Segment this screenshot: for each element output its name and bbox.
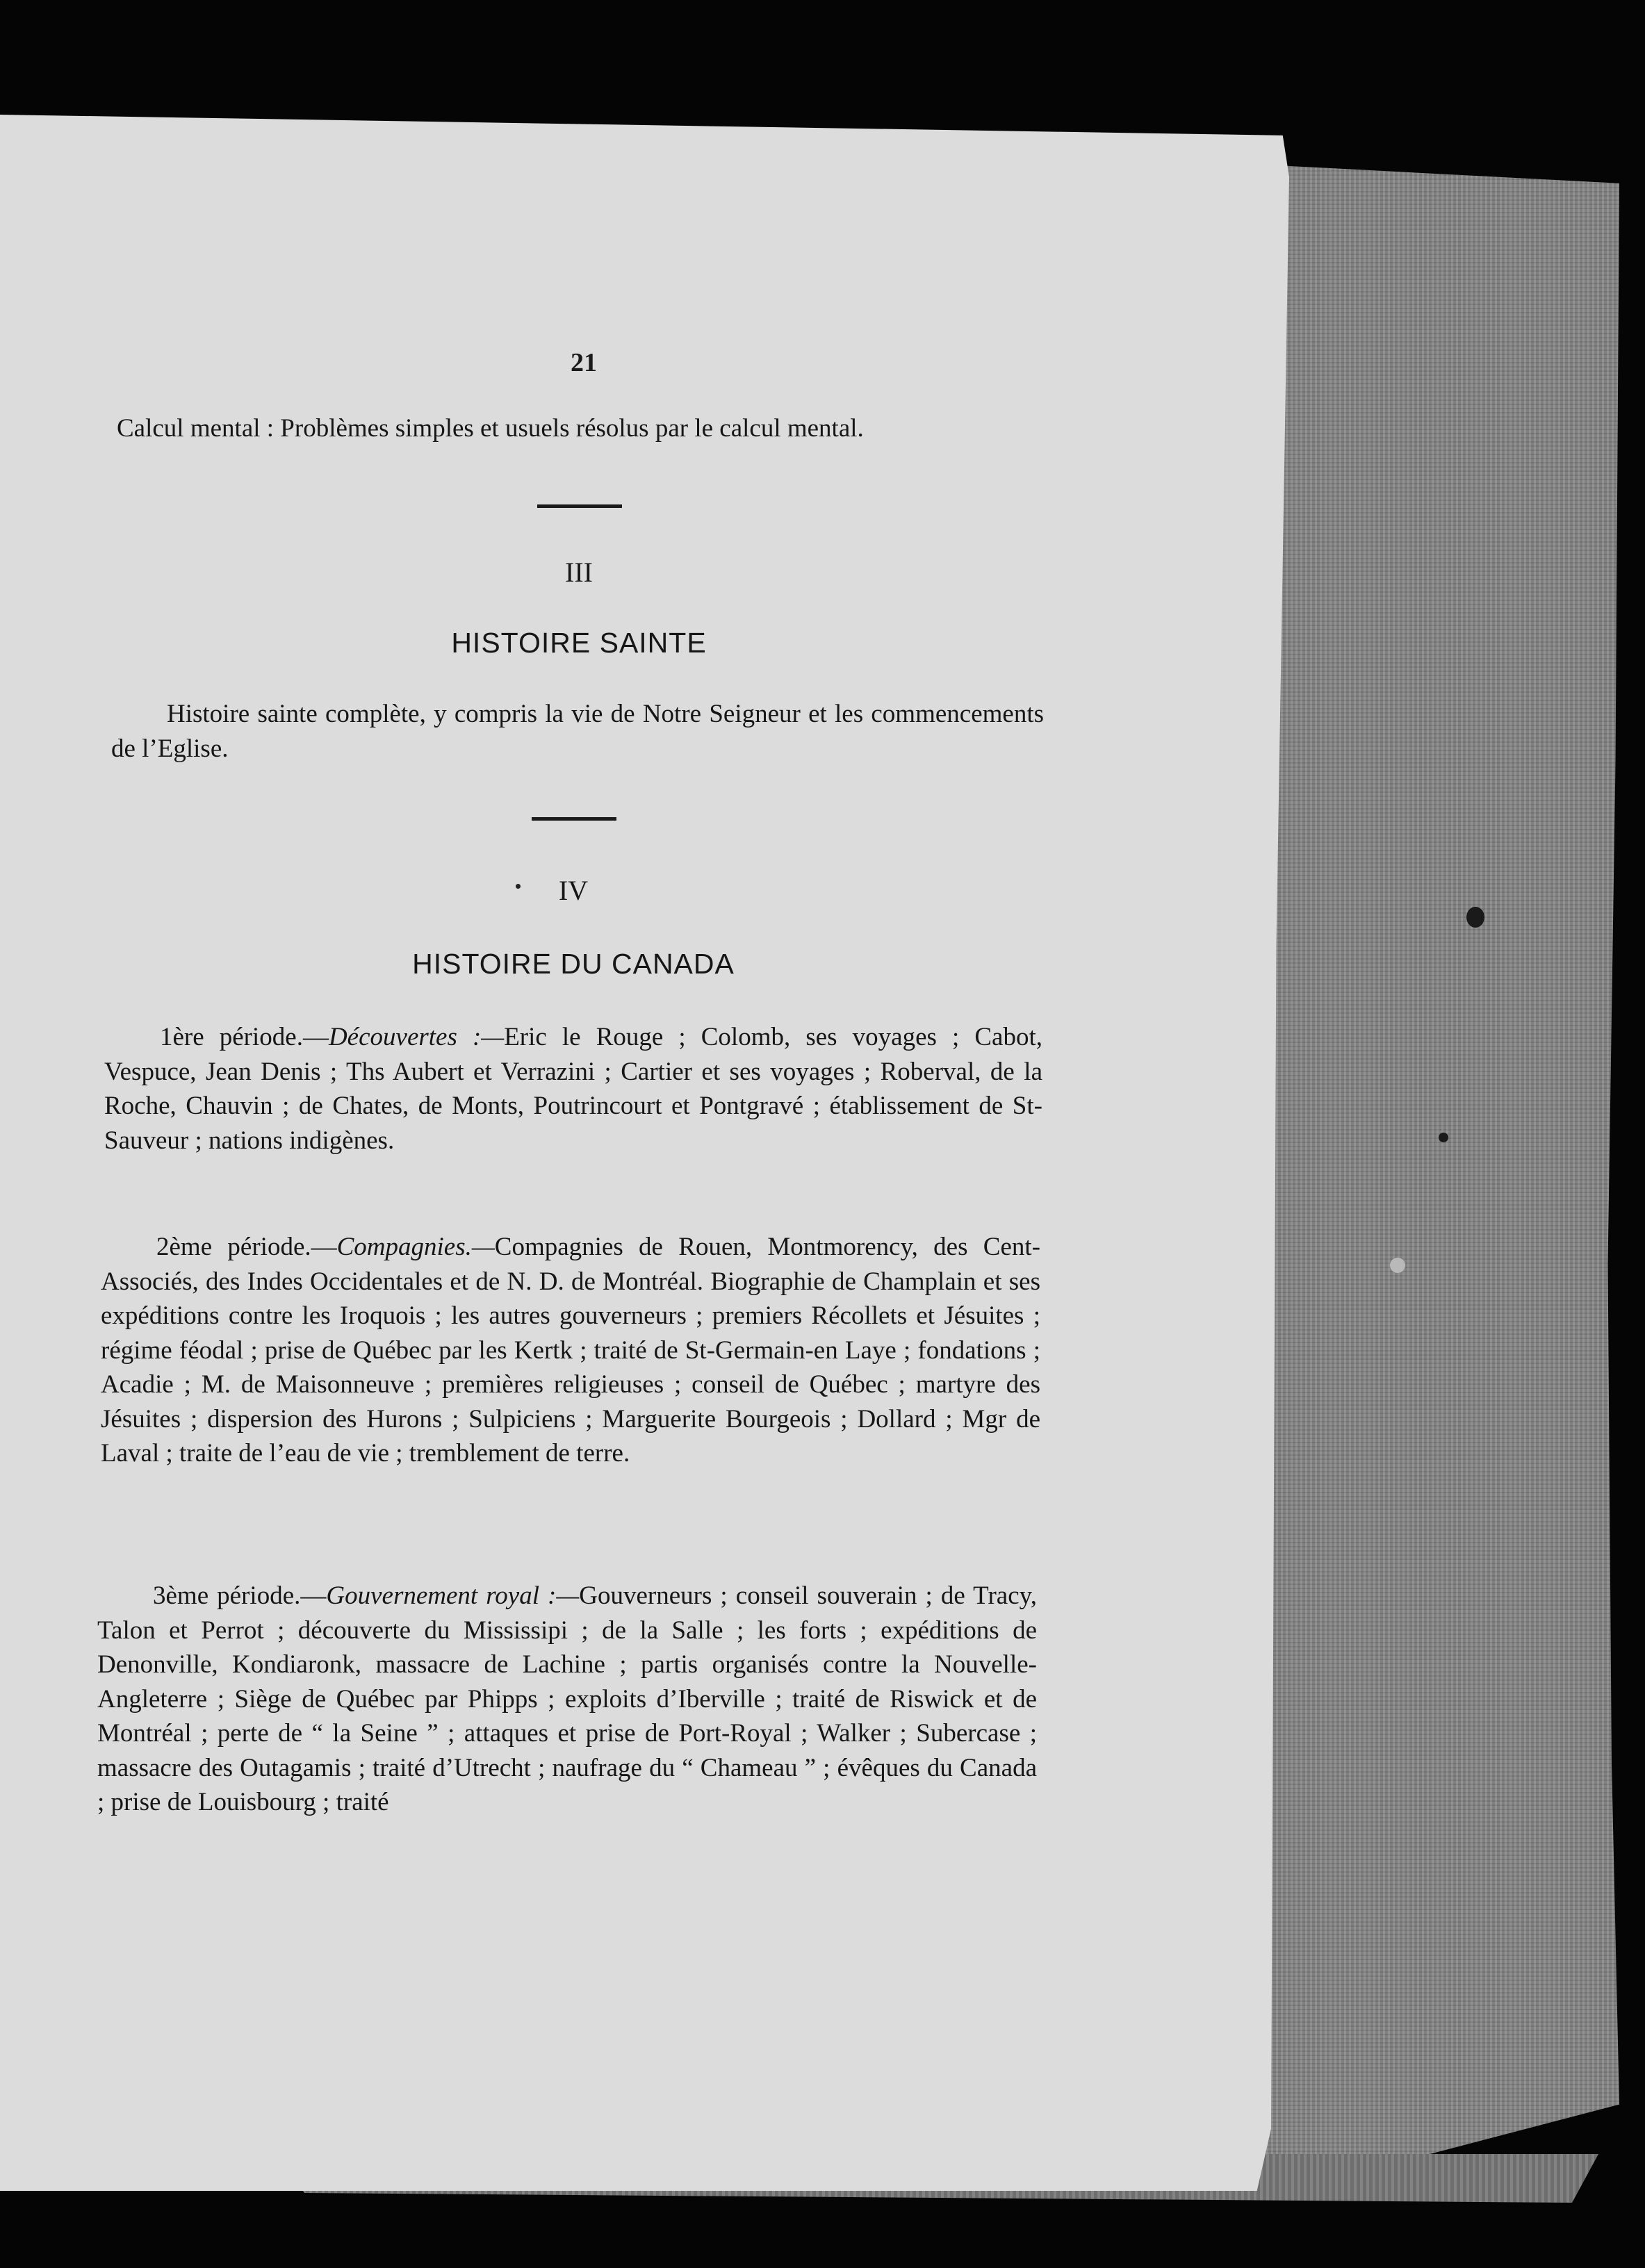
page-number: 21	[571, 348, 597, 377]
histoire-sainte-paragraph: Histoire sainte complète, y compris la vie de Notre Seigneur et les commencements de l’Eglise.	[111, 700, 1044, 763]
calcul-mental-paragraph: Calcul mental : Problèmes simples et usuels résolus par le calcul mental.	[117, 414, 864, 443]
background-board	[1237, 163, 1619, 2164]
period-2-paragraph	[101, 1230, 1040, 1471]
board-speck	[1466, 907, 1484, 928]
section-title-histoire-du-canada: HISTOIRE DU CANADA	[412, 948, 735, 980]
section-divider-2	[532, 817, 616, 821]
section-numeral-4: IV	[558, 875, 589, 906]
board-speck	[1439, 1133, 1448, 1142]
period-2-title: Compagnies.—	[336, 1233, 495, 1261]
period-1-text: Eric le Rouge ; Colomb, ses voyages ; Cabot, Vespuce, Jean Denis ; Ths Aubert et Verrazini ; Cartier et ses voyages ; Roberval, de la Roche, Chauvin ; de Chates, de Monts, Poutrincourt et Pontgravé ; établissement de St-Sauveur ; nations indigènes.	[104, 1023, 1042, 1155]
section-numeral-3: III	[565, 557, 593, 588]
period-1-label: 1ère période.—	[160, 1023, 329, 1051]
period-3-label: 3ème période.—	[153, 1581, 327, 1610]
period-2-label: 2ème période.—	[156, 1233, 337, 1261]
period-2-text: Compagnies de Rouen, Montmorency, des Cent-Associés, des Indes Occidentales et de N. D. de Montréal. Biographie de Champlain et ses expéditions contre les Iroquois ; les autres gouverneurs ; premiers Récollets et Jésuites ; régime féodal ; prise de Québec par les Kertk ; traité de St-Germain-en Laye ; fondations ; Acadie ; M. de Maisonneuve ; premières religieuses ; conseil de Québec ; martyre des Jésuites ; dispersion des Hurons ; Sulpiciens ; Marguerite Bourgeois ; Dollard ; Mgr de Laval ; traite de l’eau de vie ; tremblement de terre.	[101, 1233, 1040, 1468]
period-3-paragraph	[97, 1579, 1037, 1820]
section-divider-1	[537, 504, 622, 508]
period-3-text: Gouverneurs ; conseil souverain ; de Tracy, Talon et Perrot ; découverte du Mississipi ; de la Salle ; les forts ; expéditions de Denonville, Kondiaronk, massacre de Lachine ; partis organisés contre la Nouvelle-Angleterre ; Siège de Québec par Phipps ; exploits d’Iberville ; traité de Riswick et de Montréal ; perte de “ la Seine ” ; attaques et prise de Port-Royal ; Walker ; Subercase ; massacre des Outagamis ; traité d’Utrecht ; naufrage du “ Chameau ” ; évêques du Canada ; prise de Louisbourg ; traité	[97, 1581, 1037, 1816]
section-title-histoire-sainte: HISTOIRE SAINTE	[451, 627, 707, 659]
period-1-title: Découvertes :—	[328, 1023, 505, 1051]
period-3-title: Gouvernement royal :—	[326, 1581, 580, 1610]
board-speck	[1390, 1258, 1405, 1273]
period-1-paragraph	[104, 1020, 1042, 1158]
